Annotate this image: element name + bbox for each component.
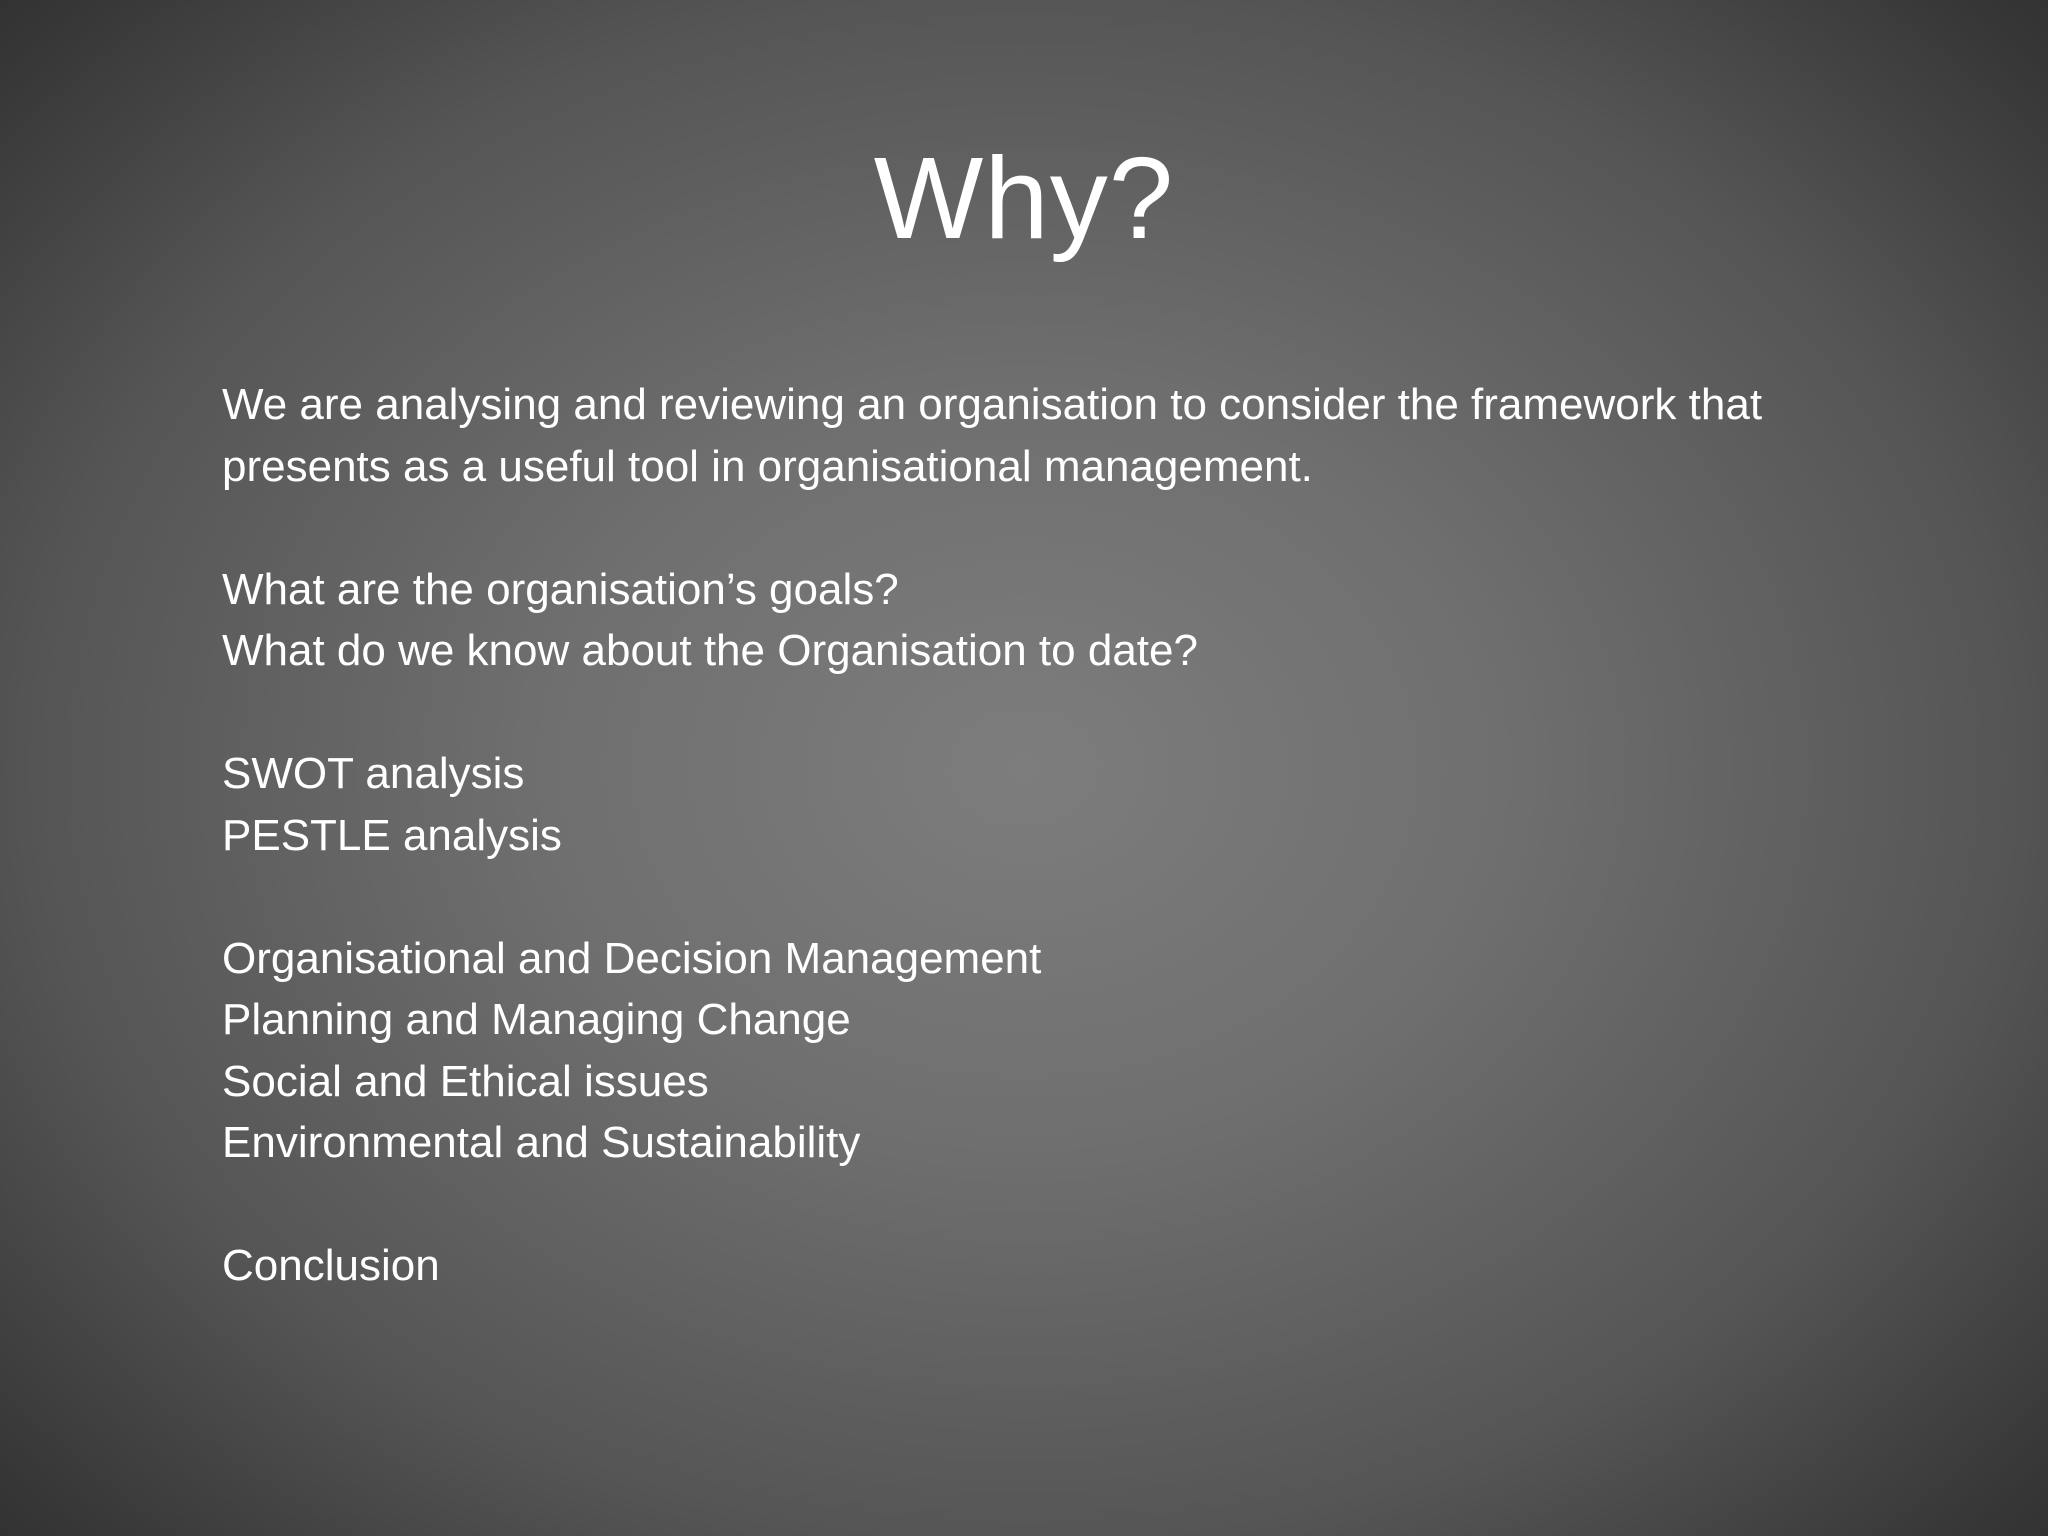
slide-title: Why? (873, 133, 1175, 263)
body-line-decision-management: Organisational and Decision Management (222, 933, 1042, 983)
body-line-swot: SWOT analysis (222, 749, 525, 798)
body-line-pestle: PESTLE analysis (222, 810, 562, 860)
body-line-social-ethical: Social and Ethical issues (222, 1056, 709, 1106)
body-line-knowledge-question: What do we know about the Organisation to date? (222, 626, 1198, 675)
body-line-goals-question: What are the organisation’s goals? (222, 564, 899, 614)
body-line-conclusion: Conclusion (222, 1241, 440, 1290)
body-line-intro-1: We are analysing and reviewing an organisation to consider the framework that (222, 380, 1763, 429)
body-line-managing-change: Planning and Managing Change (222, 995, 851, 1044)
slide-body (222, 374, 1922, 1297)
body-line-intro-2: presents as a useful tool in organisational management. (222, 441, 1313, 491)
body-line-environmental: Environmental and Sustainability (222, 1118, 861, 1167)
